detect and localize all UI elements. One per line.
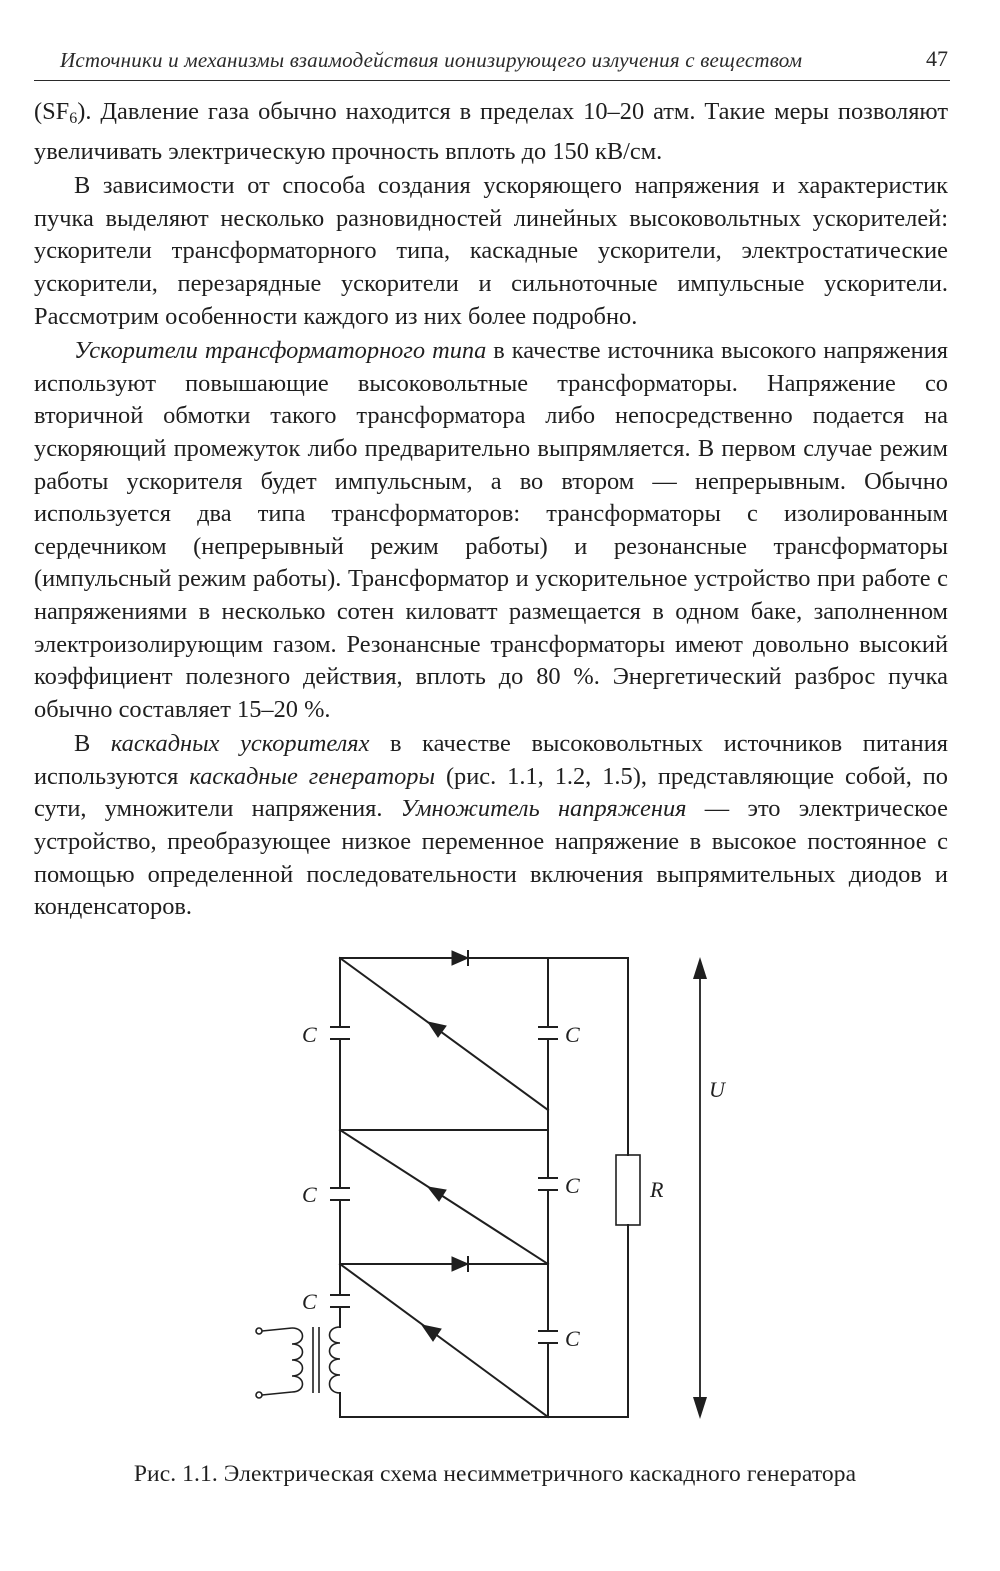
p4-text-a: В [74,730,111,758]
wire-diagonal-1 [340,958,548,1110]
p3-text: в качестве источника высокого напряжения используют повышающие высоковольтные трансформаторы. Напряжение со вторичной обмотки такого трансформатора либо непосредственно подается на ускоряющий промежуток либо предварительно выпрямляется. В первом случае режим работы ускорителя будет импульсным, а во втором — непрерывным. Обычно используется два типа трансформаторов: трансформаторы с изолированным сердечником (непрерывный режим работы) и резонансные трансформаторы (импульсный режим работы). Трансформатор и ускорительное устройство при работе с напряжениями в несколько сотен киловатт размещается в одном баке, заполненном электроизолирующим газом. Резонансные трансформаторы имеют довольно высокий коэффициент полезного действия, вплоть до 80 %. Энергетический разброс пучка обычно составляет 15–20 %. [34,337,948,723]
voltage-arrow-head-bottom [693,1397,707,1419]
header-title: Источники и механизмы взаимодействия ионизирующего излучения с веществом [60,48,803,72]
diode-diagonal-1 [428,1022,446,1037]
paragraph-1 [34,96,948,168]
body-text [34,96,948,924]
diode-diagonal-3 [422,1325,441,1341]
label-c-left-3: C [302,1289,317,1314]
circuit-figure [240,935,740,1435]
paragraph-2: В зависимости от способа создания ускоряющего напряжения и характеристик пучка выделяют несколько разновидностей линейных высоковольтных ускорителей: ускорители трансформаторного типа, каскадные ускорители, электростатические ускорители, перезарядные ускорители и сильноточные импульсные ускорители. Рассмотрим особенности каждого из них более подробно. [34,172,948,330]
input-terminal-bottom [256,1392,262,1398]
resistor [616,1155,640,1225]
figure-caption [0,1461,1000,1488]
label-c-mid-1: C [565,1022,580,1047]
wire-diagonal-3 [340,1264,548,1417]
label-c-mid-3: C [565,1326,580,1351]
input-wire-bottom [262,1392,292,1395]
transformer-secondary-coil [330,1327,341,1393]
label-u: U [709,1077,725,1102]
p1-text-a: (SF [34,98,70,125]
p1-subscript: 6 [69,110,78,127]
label-c-left-1: C [302,1022,317,1047]
diode-top [452,951,468,965]
p3-term: Ускорители трансформаторного типа [74,337,487,365]
diode-diagonal-2 [428,1187,446,1201]
p4-term-1: каскадных ускорителях [110,730,370,758]
p4-text-b: в качестве высоковольтных источников питания используются [34,730,948,790]
p4-text-c: (рис. 1.1, 1.2, 1.5), представляющие собой, по сути, умножители напряжения. [34,762,949,823]
wire-diagonal-2 [340,1130,548,1264]
label-c-left-2: C [302,1182,317,1207]
cascade-generator-diagram [240,935,740,1435]
transformer-primary-coil [292,1328,303,1392]
running-header [34,46,950,81]
paragraph-3 [34,335,948,726]
caption-text: Рис. 1.1. Электрическая схема несимметричного каскадного генератора [133,1461,857,1487]
voltage-arrow-head-top [693,957,707,979]
p4-term-3: Умножитель напряжения [400,795,687,823]
p1-text-b: ). Давление газа обычно находится в пределах 10–20 атм. Такие меры позволяют увеличивать электрическую прочность вплоть до 150 кВ/см. [34,98,948,165]
paragraph-4 [34,728,948,924]
input-wire-top [262,1328,292,1331]
label-r: R [650,1177,664,1202]
page-number: 47 [926,46,948,71]
p4-term-2: каскадные генераторы [189,762,435,790]
diode-rung-2 [452,1257,468,1271]
input-terminal-top [256,1328,262,1334]
label-c-mid-2: C [565,1173,580,1198]
p4-text-d: — это электрическое устройство, преобразующее низкое переменное напряжение в высокое постоянное с помощью определенной последовательности включения выпрямительных диодов и конденсаторов. [34,795,948,921]
